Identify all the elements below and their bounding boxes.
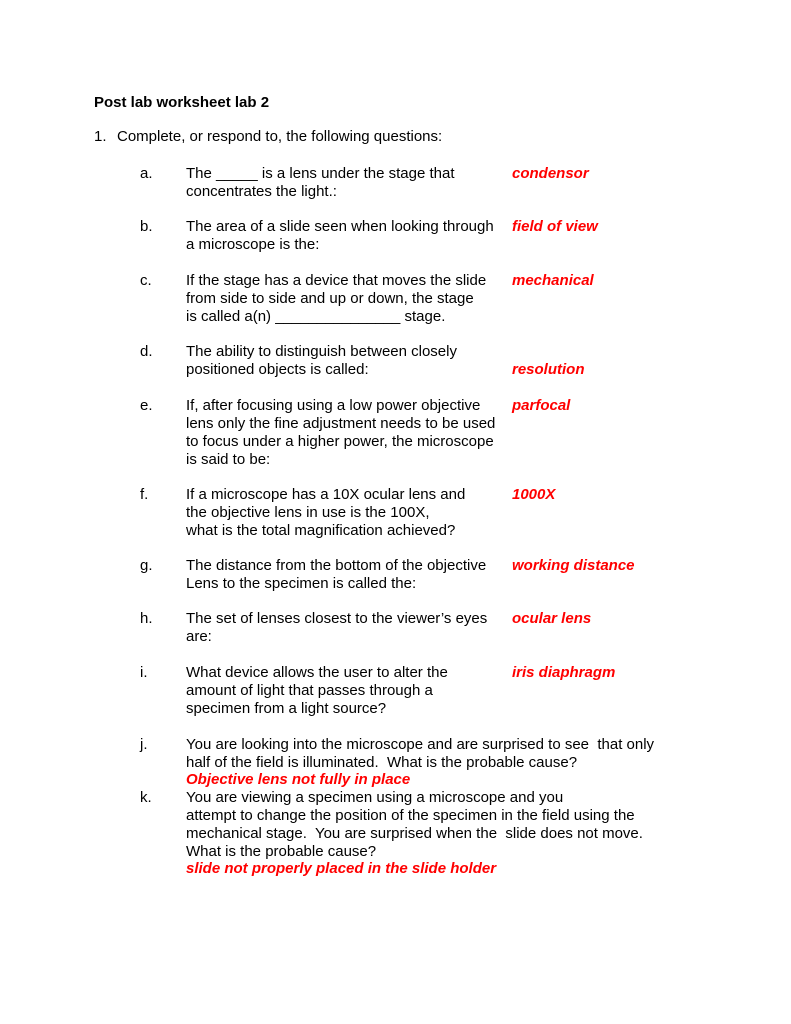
item-j-question: You are looking into the microscope and are surprised to see that only half of the field is illuminated. What is the probable cause? bbox=[186, 736, 655, 771]
item-f-answer: 1000X bbox=[512, 486, 556, 503]
item-h-letter: h. bbox=[140, 610, 153, 627]
item-c-letter: c. bbox=[140, 272, 152, 289]
item-j-answer: Objective lens not fully in place bbox=[186, 771, 411, 788]
item-k-question: You are viewing a specimen using a microscope and you attempt to change the position of the specimen in the field using the mechanical stage. You are surprised when the slide does not move. What is the probable cause? bbox=[186, 789, 643, 860]
item-a-letter: a. bbox=[140, 165, 153, 182]
item-j-letter: j. bbox=[140, 736, 148, 753]
item-e-answer: parfocal bbox=[512, 397, 571, 414]
item-c-question: If the stage has a device that moves the slide from side to side and up or down, the stage is called a(n) _______________ stage. bbox=[186, 272, 487, 325]
worksheet-title: Post lab worksheet lab 2 bbox=[94, 94, 270, 111]
item-d-letter: d. bbox=[140, 343, 153, 360]
item-i-question: What device allows the user to alter the amount of light that passes through a specimen from a light source? bbox=[186, 664, 448, 717]
item-f-letter: f. bbox=[140, 486, 149, 503]
item-e-question: If, after focusing using a low power objective lens only the fine adjustment needs to be used to focus under a higher power, the microscope is said to be: bbox=[186, 397, 496, 468]
item-b-letter: b. bbox=[140, 218, 153, 235]
item-i-answer: iris diaphragm bbox=[512, 664, 616, 681]
item-g-question: The distance from the bottom of the objective Lens to the specimen is called the: bbox=[186, 557, 487, 592]
item-g-letter: g. bbox=[140, 557, 153, 574]
item-g-answer: working distance bbox=[512, 557, 635, 574]
item-d-answer: resolution bbox=[512, 361, 585, 378]
item-a-question: The _____ is a lens under the stage that concentrates the light.: bbox=[186, 165, 455, 200]
item-c-answer: mechanical bbox=[512, 272, 594, 289]
question-number: 1. bbox=[94, 128, 107, 145]
item-k-letter: k. bbox=[140, 789, 152, 806]
item-h-answer: ocular lens bbox=[512, 610, 592, 627]
item-b-answer: field of view bbox=[512, 218, 598, 235]
item-i-letter: i. bbox=[140, 664, 148, 681]
item-b-question: The area of a slide seen when looking through a microscope is the: bbox=[186, 218, 494, 253]
item-h-question: The set of lenses closest to the viewer’s eyes are: bbox=[186, 610, 488, 645]
item-d-question: The ability to distinguish between closely positioned objects is called: bbox=[186, 343, 457, 378]
item-f-question: If a microscope has a 10X ocular lens and the objective lens in use is the 100X, what is the total magnification achieved? bbox=[186, 486, 466, 539]
item-e-letter: e. bbox=[140, 397, 153, 414]
item-a-answer: condensor bbox=[512, 165, 589, 182]
item-k-answer: slide not properly placed in the slide holder bbox=[186, 860, 497, 877]
question-intro: Complete, or respond to, the following questions: bbox=[117, 128, 443, 145]
